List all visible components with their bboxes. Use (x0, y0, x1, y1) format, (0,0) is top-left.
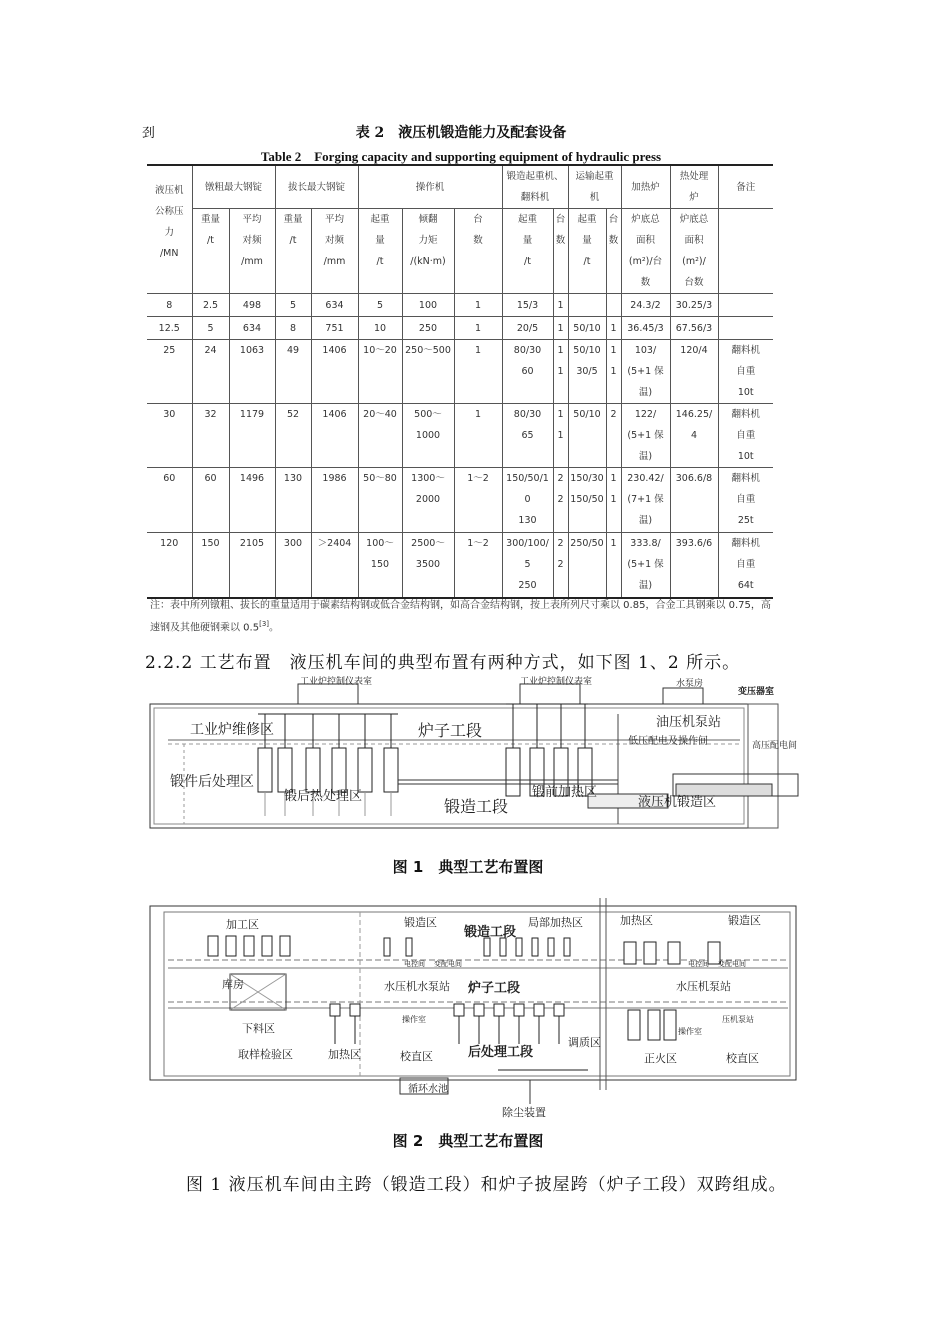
table-row (147, 340, 773, 404)
header-draw: 拔长最大钢锭 (275, 165, 358, 209)
stray-mark: 刭 (142, 126, 156, 141)
label-post-heat: 锻后热处理区 (284, 789, 363, 804)
table-cell: 1～2 (454, 533, 502, 599)
label-heating-top: 加热区 (620, 914, 653, 927)
label-ctrl-room-1: 工业炉控制仪表室 (300, 677, 373, 687)
header-upset-weight: 重量 /t (192, 209, 229, 294)
table-row (147, 404, 773, 468)
label-forging-right: 锻造区 (728, 914, 761, 927)
machine-tool-icon (244, 936, 254, 956)
table-cell: 30.25/3 (670, 294, 718, 317)
label-op-room-2: 操作室 (678, 1027, 702, 1036)
header-heat-treat: 热处理 炉 (670, 165, 718, 209)
table-cell: 2500～ 3500 (402, 533, 454, 599)
table-cell: 122/ (5+1 保 温) (621, 404, 670, 468)
table-cell: 120/4 (670, 340, 718, 404)
table-cell: 306.6/8 (670, 468, 718, 533)
table-cell: 32 (192, 404, 229, 468)
equipment-icon (516, 938, 522, 956)
figure-1-layout (148, 674, 798, 840)
header-press: 液压机 公称压 力 /MN (147, 165, 192, 294)
table-cell: 1 (454, 340, 502, 404)
table-cell: 10～20 (358, 340, 402, 404)
furnace-icon (330, 1004, 340, 1016)
table-cell: 24.3/2 (621, 294, 670, 317)
header-transport-crane: 运输起重 机 (568, 165, 621, 209)
table-cell: 2 2 (553, 533, 568, 599)
furnace-icon (664, 1010, 676, 1040)
header-upset: 镦粗最大钢锭 (192, 165, 275, 209)
table-cell: 5 (192, 317, 229, 340)
label-press-zone: 液压机锻造区 (638, 795, 717, 810)
machine-tool-icon (208, 936, 218, 956)
furnace-icon (358, 748, 372, 792)
table-cell: 230.42/ (7+1 保 温) (621, 468, 670, 533)
furnace-icon (644, 942, 656, 964)
table-header-row-1 (147, 165, 773, 209)
table-cell: 100 (402, 294, 454, 317)
furnace-icon (514, 1004, 524, 1016)
table-cell: 1～2 (454, 468, 502, 533)
table-cell: 24 (192, 340, 229, 404)
table-cell: 150 (192, 533, 229, 599)
table-cell: 146.25/ 4 (670, 404, 718, 468)
header-manipulator: 操作机 (358, 165, 502, 209)
table-cell: 2 2 (553, 468, 568, 533)
label-dust: 除尘装置 (502, 1106, 546, 1119)
label-warehouse: 库房 (222, 978, 244, 991)
table-cell: 50/10 (568, 404, 606, 468)
furnace-icon (332, 748, 346, 792)
table-cell: 翻料机 自重 25t (718, 468, 773, 533)
label-substation-2: 变配电间 (718, 960, 746, 968)
table-cell: ＞2404 (311, 533, 358, 599)
furnace-icon (258, 748, 272, 792)
table-cell: 49 (275, 340, 311, 404)
label-post-process: 后处理工段 (468, 1045, 534, 1060)
table-row (147, 317, 773, 340)
label-substation-1: 变配电间 (434, 960, 462, 968)
closing-paragraph: 图 1 液压机车间由主跨（锻造工段）和炉子披屋跨（炉子工段）双跨组成。 (186, 1175, 787, 1195)
label-water-pump-1: 水压机水泵站 (384, 980, 450, 993)
equipment-icon (532, 938, 538, 956)
label-tempering: 调质区 (568, 1036, 601, 1049)
table-cell: 130 (275, 468, 311, 533)
header-draw-weight: 重量 /t (275, 209, 311, 294)
header-forge-crane-lift: 起重 量 /t (502, 209, 553, 294)
furnace-icon (474, 1004, 484, 1016)
furnace-icon (628, 1010, 640, 1040)
table-cell: 634 (229, 317, 275, 340)
header-upset-dia: 平均 对频 /mm (229, 209, 275, 294)
table-cell: 393.6/6 (670, 533, 718, 599)
header-remark-blank (718, 209, 773, 294)
label-hv-room: 高压配电间 (752, 741, 798, 751)
figure-1-caption: 图 1 典型工艺布置图 (392, 858, 544, 876)
label-forging-zone: 锻造区 (404, 916, 437, 929)
figure-1-drawing (148, 674, 798, 840)
table-cell: 150/30 150/50 (568, 468, 606, 533)
header-manip-tilt: 倾翻 力矩 /(kN·m) (402, 209, 454, 294)
table-cell: 1 1 (553, 340, 568, 404)
machine-tool-icon (262, 936, 272, 956)
table-body (147, 294, 773, 599)
furnace-icon (506, 748, 520, 796)
table-cell: 1 (454, 294, 502, 317)
equipment-icon (500, 938, 506, 956)
table-cell: 103/ (5+1 保 温) (621, 340, 670, 404)
header-manip-lift: 起重 量 /t (358, 209, 402, 294)
machine-tool-icon (226, 936, 236, 956)
table-cell: 300/100/ 5 250 (502, 533, 553, 599)
table-cell: 67.56/3 (670, 317, 718, 340)
table-cell: 1 1 (553, 404, 568, 468)
table-cell: 翻料机 自重 64t (718, 533, 773, 599)
figure-2-caption: 图 2 典型工艺布置图 (392, 1132, 544, 1150)
table-cell: 50/10 30/5 (568, 340, 606, 404)
label-heating-bottom: 加热区 (328, 1048, 361, 1061)
table-cell: 20～40 (358, 404, 402, 468)
table-cell: 2.5 (192, 294, 229, 317)
table-cell: 5 (358, 294, 402, 317)
table-cell: 1179 (229, 404, 275, 468)
label-local-heat: 局部加热区 (528, 916, 583, 929)
header-forge-crane: 锻造起重机、 翻料机 (502, 165, 568, 209)
table-caption-cn: 表 2 液压机锻造能力及配套设备 (355, 125, 567, 141)
furnace-icon (494, 1004, 504, 1016)
header-manip-count: 台 数 (454, 209, 502, 294)
table-cell: 翻料机 自重 10t (718, 404, 773, 468)
label-preheat: 锻前加热区 (532, 785, 598, 800)
table-cell: 2105 (229, 533, 275, 599)
table-cell (718, 317, 773, 340)
table-cell: 2 (606, 404, 621, 468)
label-machining: 加工区 (226, 918, 259, 931)
table-cell: 1 (606, 317, 621, 340)
label-water-pool: 循环水池 (408, 1084, 448, 1095)
table-cell (568, 294, 606, 317)
table-cell: 50/10 (568, 317, 606, 340)
table-row (147, 468, 773, 533)
table-cell: 1 (454, 404, 502, 468)
table-cell: 250 (402, 317, 454, 340)
table-cell: 498 (229, 294, 275, 317)
header-forge-crane-count: 台 数 (553, 209, 568, 294)
table-cell: 30 (147, 404, 192, 468)
furnace-icon (306, 748, 320, 792)
table-note: 注：表中所列镦粗、拔长的重量适用于碳素结构钢或低合金结构钢，如高合金结构钢，按上表所列尺寸乘以 0.85，合金工具钢乘以 0.75，高速钢及其他硬钢乘以 0.5[3]。 (150, 600, 771, 634)
equipment-icon (384, 938, 390, 956)
table-cell: 751 (311, 317, 358, 340)
label-forge-section: 锻造工段 (464, 925, 517, 940)
figure-2-layout (148, 894, 798, 1128)
table-cell: 15/3 (502, 294, 553, 317)
header-remark: 备注 (718, 165, 773, 209)
furnace-icon (534, 1004, 544, 1016)
label-water-pump-2: 水压机泵站 (676, 980, 731, 993)
label-pump-room: 水泵房 (676, 679, 704, 689)
label-lv-room: 低压配电及操作间 (628, 736, 708, 747)
furnace-icon (648, 1010, 660, 1040)
table-cell: 150/50/1 0 130 (502, 468, 553, 533)
label-furnace-section: 炉子工段 (418, 721, 483, 740)
label-furnace-section: 炉子工段 (468, 981, 521, 996)
table-cell: 250/50 (568, 533, 606, 599)
table-cell: 12.5 (147, 317, 192, 340)
table-cell: 8 (275, 317, 311, 340)
table-cell: 100～ 150 (358, 533, 402, 599)
label-forge-section: 锻造工段 (444, 797, 509, 816)
equipment-icon (548, 938, 554, 956)
table-cell (606, 294, 621, 317)
table-caption-en: Table 2 Forging capacity and supporting equipment of hydraulic press (260, 149, 662, 164)
machine-tool-icon (280, 936, 290, 956)
label-ctrl-room-2: 工业炉控制仪表室 (520, 677, 593, 687)
label-elec-2: 电控间 (688, 960, 709, 968)
table-cell: 翻料机 自重 10t (718, 340, 773, 404)
table-cell: 52 (275, 404, 311, 468)
table-cell: 1 1 (606, 340, 621, 404)
table-cell: 500～ 1000 (402, 404, 454, 468)
furnace-icon (384, 748, 398, 792)
table-cell: 1063 (229, 340, 275, 404)
table-cell: 120 (147, 533, 192, 599)
note-reference: [3] (259, 620, 270, 628)
label-transformer: 变压器室 (738, 687, 775, 697)
table-cell: 1 (454, 317, 502, 340)
equipment-icon (564, 938, 570, 956)
table-header-row-2 (147, 209, 773, 294)
table-cell: 1496 (229, 468, 275, 533)
label-elec-1: 电控间 (404, 960, 425, 968)
table-cell: 60 (192, 468, 229, 533)
label-unloading: 下料区 (242, 1022, 275, 1035)
table-cell: 36.45/3 (621, 317, 670, 340)
table-cell: 5 (275, 294, 311, 317)
header-trans-crane-count: 台 数 (606, 209, 621, 294)
table-cell: 1986 (311, 468, 358, 533)
table-cell: 80/30 60 (502, 340, 553, 404)
table-cell: 8 (147, 294, 192, 317)
figure-2-drawing (148, 894, 798, 1128)
table-cell: 250～500 (402, 340, 454, 404)
label-straighten-1: 校直区 (400, 1050, 433, 1063)
header-furnace: 加热炉 (621, 165, 670, 209)
table-cell: 1 1 (606, 468, 621, 533)
table-cell: 1300～ 2000 (402, 468, 454, 533)
table-cell: 1 (606, 533, 621, 599)
label-op-room-1: 操作室 (402, 1015, 426, 1024)
furnace-icon (554, 1004, 564, 1016)
section-heading: 2.2.2 工艺布置 液压机车间的典型布置有两种方式，如下图 1、2 所示。 (145, 653, 741, 673)
header-draw-dia: 平均 对频 /mm (311, 209, 358, 294)
furnace-icon (278, 748, 292, 792)
forging-capacity-table (147, 164, 773, 599)
label-normalizing: 正火区 (644, 1052, 677, 1065)
table-cell: 1 (553, 294, 568, 317)
label-straighten-2: 校直区 (726, 1052, 759, 1065)
table-cell: 10 (358, 317, 402, 340)
furnace-icon (624, 942, 636, 964)
label-post-forge: 锻件后处理区 (170, 774, 254, 790)
header-trans-crane-lift: 起重 量 /t (568, 209, 606, 294)
table-cell (718, 294, 773, 317)
table-cell: 1 (553, 317, 568, 340)
equipment-icon (406, 938, 412, 956)
label-furnace-repair: 工业炉维修区 (190, 722, 274, 738)
table-cell: 25 (147, 340, 192, 404)
furnace-icon (454, 1004, 464, 1016)
note-end: 。 (269, 622, 280, 634)
table-cell: 80/30 65 (502, 404, 553, 468)
table-cell: 1406 (311, 340, 358, 404)
table-cell: 333.8/ (5+1 保 温) (621, 533, 670, 599)
label-oil-pump: 油压机泵站 (656, 715, 722, 730)
label-press-station: 压机泵站 (722, 1015, 754, 1024)
table-cell: 1406 (311, 404, 358, 468)
table-cell: 634 (311, 294, 358, 317)
table-cell: 60 (147, 468, 192, 533)
header-furnace-area: 炉底总 面积 (m²)/台 数 (621, 209, 670, 294)
table-cell: 50～80 (358, 468, 402, 533)
furnace-icon (350, 1004, 360, 1016)
label-sampling: 取样检验区 (238, 1048, 293, 1061)
table-cell: 300 (275, 533, 311, 599)
furnace-icon (668, 942, 680, 964)
table-row (147, 533, 773, 599)
table-row (147, 294, 773, 317)
table-cell: 20/5 (502, 317, 553, 340)
equipment-icon (484, 938, 490, 956)
header-ht-area: 炉底总 面积 (m²)/ 台数 (670, 209, 718, 294)
